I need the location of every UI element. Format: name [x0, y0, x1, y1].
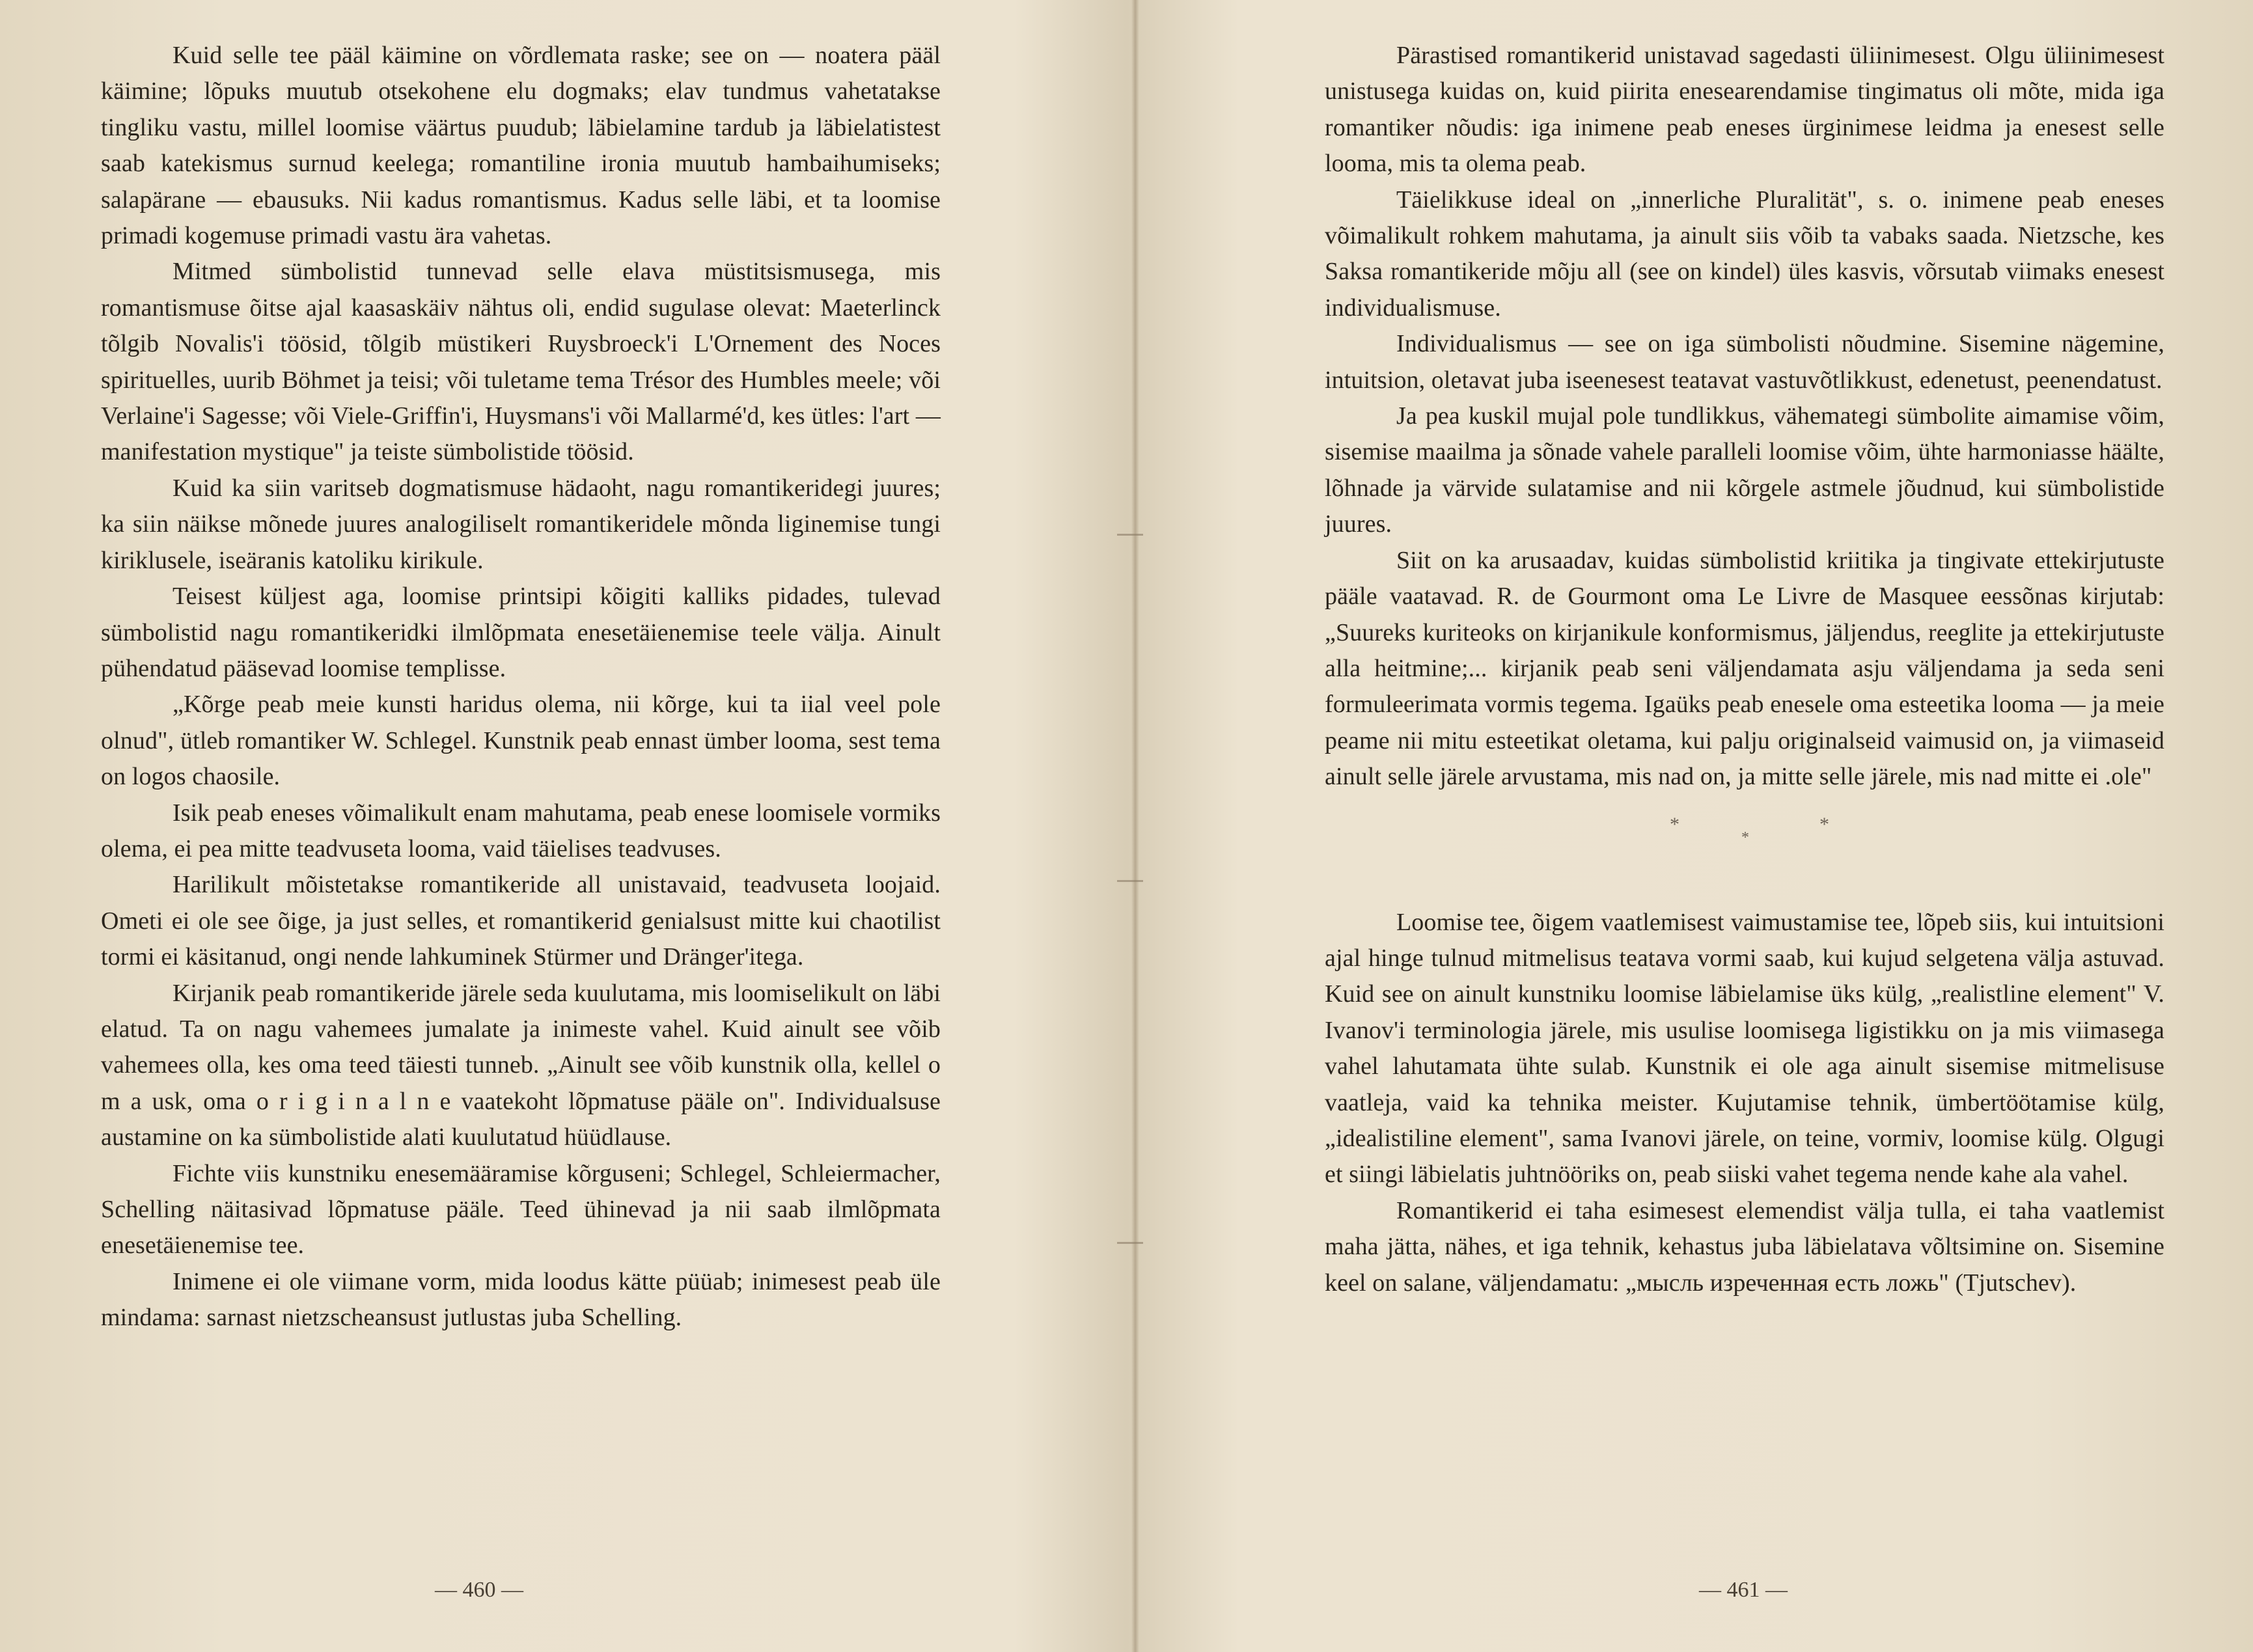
paragraph: Individualismus — see on iga sümbolisti nõudmine. Sisemine nägemine, intuitsion, oletavat juba iseenesest teatavat vastuvõtlikkust, edenetust, peenendatust. [1325, 330, 2164, 394]
paragraph: „Kõrge peab meie kunsti haridus olema, nii kõrge, kui ta iial veel pole olnud", ütleb romantiker W. Schlegel. Kunstnik peab ennast ümber looma, sest tema on logos chaosile. [101, 691, 941, 791]
page-number: — 461 — [1699, 1578, 1788, 1602]
paragraph: Teisest küljest aga, loomise printsipi kõigiti kalliks pidades, tulevad sümbolistid nagu romantikeridki ilmlõpmata enesetäienemise teele välja. Ainult pühendatud pääsevad loomise templisse. [101, 583, 941, 682]
paragraph: Ja pea kuskil mujal pole tundlikkus, vähemategi sümbolite aimamise võim, sisemise maailma ja sõnade vahele paralleli loomise võim, ühte harmoniasse häälte, lõhnade ja värvide sulatamise and nii kõrgele astmele jõudnud, kui sümbolistide juures. [1325, 402, 2164, 538]
paragraph: Kuid ka siin varitseb dogmatismuse hädaoht, nagu romantikeridegi juures; ka siin näikse mõnede juures analogiliselt romantikeridele mõnda liginemise tungi kiriklusele, iseäranis katoliku kirikule. [101, 474, 941, 574]
paragraph: Loomise tee, õigem vaatlemisest vaimustamise tee, lõpeb siis, kui intuitsioni ajal hinge tulnud mitmelisus teatava vormi saab, kui kujud selgetena välja astuvad. Kuid see on ainult kunstniku loomise läbielamise üks külg, „realistline element" V. Ivanov'i terminologia järele, mis usulise loomisega ligistikku on ja mis viimasega vahel lahutamata ühte sulab. Kunstnik ei ole aga ainult sisemise mitmelisuse vaatleja, vaid ka tehnika meister. Kujutamise tehnik, ümbertöötamise külg, „idealistiline element", sama Ivanovi järele, on teine, vormiv, loomise külg. Olgugi et siingi läbielatis juhtnööriks on, peab siiski vahet tegema nende kahe ala vahel. [1325, 908, 2164, 1189]
paragraph: Harilikult mõistetakse romantikeride all unistavaid, teadvuseta loojaid. Ometi ei ole see õige, ja just selles, et romantikerid genialsust mitte kui chaotilist tormi ei käsitanud, ongi nende lahkuminek Stürmer und Dränger'itega. [101, 871, 941, 971]
left-page [101, 38, 941, 1336]
binding-mark [1117, 880, 1143, 882]
paragraph: Romantikerid ei taha esimesest elemendist välja tulla, ei taha vaatlemist maha jätta, nähes, et iga tehnik, kehastus juba läbielatava võltsimine on. Sisemine keel on salane, väljendamatu: „мысль изреченная есть ложь" (Tjutschev). [1325, 1196, 2164, 1297]
asterisk: * [1670, 813, 1679, 835]
book-gutter [1131, 0, 1139, 1652]
binding-mark [1117, 1242, 1143, 1244]
paragraph: Siit on ka arusaadav, kuidas sümbolistid kriitika ja tingivate ettekirjutuste pääle vaatavad. R. de Gourmont oma Le Livre de Masquee eessõnas kirjutab: „Suureks kuriteoks on kirjanikule konformismus, jäljendus, reeglite ja ettekirjutuste alla heitmine;... kirjanik peab seni väljendamata asju väljendama ja seda seni formuleerimata vormis tegema. Igaüks peab enesele oma esteetika looma — ja meie peame nii mitu esteetikat oletama, kui palju originalseid vaimusid on, ja viimaseid ainult selle järele arvustama, mis nad on, ja mitte selle järele, mis nad mitte ei .ole" [1325, 546, 2164, 791]
right-page [1325, 38, 2164, 1301]
asterisk: * [1819, 813, 1829, 835]
paragraph: Täielikkuse ideal on „innerliche Pluralität", s. o. inimene peab eneses võimalikult rohkem mahutama, ja ainult siis võib ta vabaks saada. Nietzsche, kes Saksa romantikeride mõju all (see on kindel) üles kasvis, võrsutab viimaks enesest individualismuse. [1325, 186, 2164, 322]
paragraph: Isik peab eneses võimalikult enam mahutama, peab enese loomisele vormiks olema, ei pea mitte teadvuseta looma, vaid täielises teadvuses. [101, 799, 941, 862]
paragraph: Kirjanik peab romantikeride järele seda kuulutama, mis loomiselikult on läbi elatud. Ta on nagu vahemees jumalate ja inimeste vahel. Kuid ainult see võib vahemees olla, kes oma teed täiesti tunneb. „Ainult see võib kunstnik olla, kellel o m a usk, oma o r i g i n a l n e vaatekoht lõpmatuse pääle on". Individualsuse austamine on ka sümbolistide alati kuulutatud hüüdlause. [101, 979, 941, 1151]
paragraph: Mitmed sümbolistid tunnevad selle elava müstitsismusega, mis romantismuse õitse ajal kaasaskäiv nähtus oli, endid sugulase olevat: Maeterlinck tõlgib Novalis'i töösid, tõlgib müstikeri Ruysbroeck'i L'Ornement des Noces spirituelles, uurib Böhmet ja teisi; või tuletame tema Trésor des Humbles meele; või Verlaine'i Sagesse; või Viele-Griffin'i, Huysmans'i või Mallarmé'd, kes ütles: l'art — manifestation mystique" ja teiste sümbolistide töösid. [101, 258, 941, 466]
section-separator [1325, 795, 2164, 905]
paragraph: Kuid selle tee pääl käimine on võrdlemata raske; see on — noatera pääl käimine; lõpuks muutub otsekohene elu dogmaks; elav tundmus vahetatakse tingliku vastu, millel loomise väärtus puudub; läbielamine tardub ja läbielatistest saab katekismus surnud keelega; romantiline ironia muutub hambaihumiseks; salapärane — ebausuks. Nii kadus romantismus. Kadus selle läbi, et ta loomise primadi kogemuse primadi vastu ära vahetas. [101, 42, 941, 250]
binding-mark [1117, 534, 1143, 536]
paragraph: Pärastised romantikerid unistavad sagedasti üliinimesest. Olgu üliinimesest unistusega kuidas on, kuid piirita enesearendamise tingimatus oli mõte, mida iga romantiker nõudis: iga inimene peab eneses ürginimese leidma ja enesest selle looma, mis ta olema peab. [1325, 42, 2164, 178]
paragraph: Inimene ei ole viimane vorm, mida loodus kätte püüab; inimesest peab üle mindama: sarnast nietzscheansust jutlustas juba Schelling. [101, 1267, 941, 1332]
paragraph: Fichte viis kunstniku enesemääramise kõrguseni; Schlegel, Schleiermacher, Schelling näitasivad lõpmatuse pääle. Teed ühinevad ja nii saab ilmlõpmata enesetäienemise tee. [101, 1159, 941, 1260]
page-number: — 460 — [435, 1578, 523, 1602]
asterisk: * [1741, 829, 1749, 846]
